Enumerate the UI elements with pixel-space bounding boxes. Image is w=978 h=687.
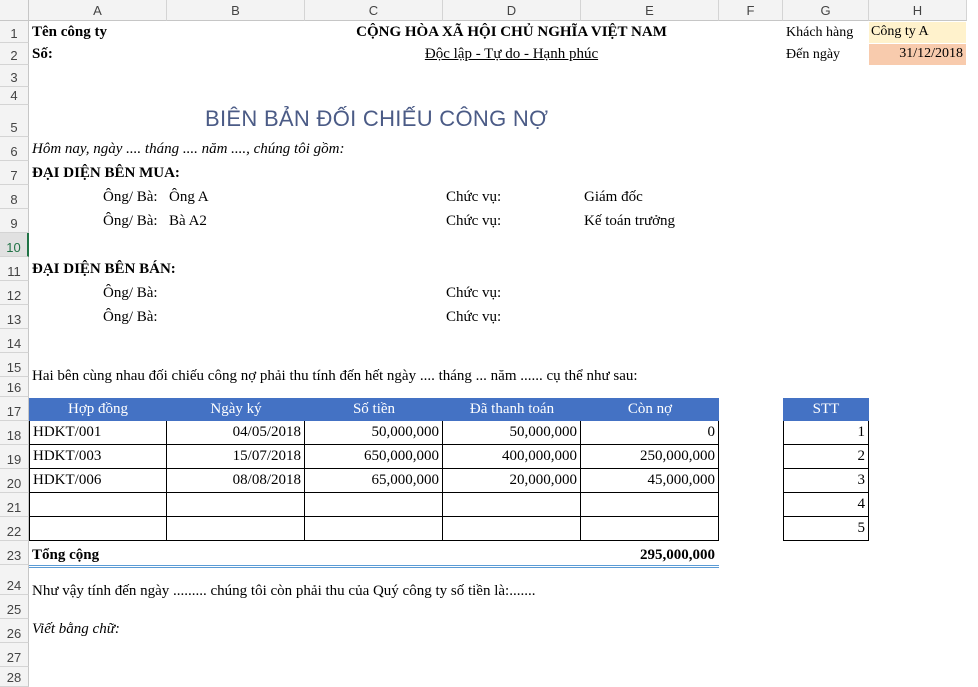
- row-header-3[interactable]: 3: [0, 65, 29, 87]
- table-cell[interactable]: 50,000,000: [305, 421, 443, 445]
- buyer-pos2[interactable]: Kế toán trưởng: [584, 213, 676, 229]
- customer-value[interactable]: Công ty A: [869, 22, 966, 43]
- total-value[interactable]: 295,000,000: [640, 547, 715, 563]
- company-name[interactable]: Tên công ty: [32, 24, 107, 40]
- row-header-23[interactable]: 23: [0, 541, 29, 565]
- date-value[interactable]: 31/12/2018: [869, 44, 966, 65]
- row-header-21[interactable]: 21: [0, 493, 29, 517]
- row-header-28[interactable]: 28: [0, 667, 29, 687]
- stt-cell[interactable]: 3: [783, 469, 869, 493]
- buyer-rep2-name[interactable]: Bà A2: [169, 213, 207, 229]
- seller-rep2-label[interactable]: Ông/ Bà:: [103, 309, 158, 325]
- table-cell[interactable]: 650,000,000: [305, 445, 443, 469]
- column-header-a[interactable]: A: [29, 0, 167, 21]
- row-header-4[interactable]: 4: [0, 87, 29, 105]
- table-cell[interactable]: 400,000,000: [443, 445, 581, 469]
- table-header-cell[interactable]: Hợp đồng: [29, 398, 167, 421]
- stt-cell[interactable]: 4: [783, 493, 869, 517]
- table-cell[interactable]: HDKT/001: [29, 421, 167, 445]
- table-cell[interactable]: [167, 493, 305, 517]
- row-header-9[interactable]: 9: [0, 209, 29, 233]
- statement-text[interactable]: Hai bên cùng nhau đối chiếu công nợ phải thu tính đến hết ngày .... tháng ... năm ...... cụ thể như sau:: [32, 368, 638, 384]
- table-cell[interactable]: 15/07/2018: [167, 445, 305, 469]
- customer-label[interactable]: Khách hàng: [786, 25, 854, 40]
- row-header-1[interactable]: 1: [0, 21, 29, 43]
- table-cell[interactable]: 04/05/2018: [167, 421, 305, 445]
- document-number[interactable]: Số:: [32, 46, 53, 62]
- table-cell[interactable]: 45,000,000: [581, 469, 719, 493]
- table-cell[interactable]: HDKT/003: [29, 445, 167, 469]
- row-header-25[interactable]: 25: [0, 595, 29, 619]
- motto[interactable]: Độc lập - Tự do - Hạnh phúc: [424, 46, 599, 62]
- table-cell[interactable]: [305, 517, 443, 541]
- table-cell[interactable]: HDKT/006: [29, 469, 167, 493]
- seller-heading[interactable]: ĐẠI DIỆN BÊN BÁN:: [32, 261, 176, 277]
- table-cell[interactable]: [443, 493, 581, 517]
- table-cell[interactable]: 65,000,000: [305, 469, 443, 493]
- intro-text[interactable]: Hôm nay, ngày .... tháng .... năm ...., chúng tôi gồm:: [32, 141, 345, 157]
- table-cell[interactable]: [29, 493, 167, 517]
- column-header-c[interactable]: C: [305, 0, 443, 21]
- table-cell[interactable]: [167, 517, 305, 541]
- buyer-rep1-label[interactable]: Ông/ Bà:: [103, 189, 158, 205]
- column-header-f[interactable]: F: [719, 0, 783, 21]
- row-header-12[interactable]: 12: [0, 281, 29, 305]
- row-header-19[interactable]: 19: [0, 445, 29, 469]
- table-cell[interactable]: [305, 493, 443, 517]
- row-header-13[interactable]: 13: [0, 305, 29, 329]
- row-header-27[interactable]: 27: [0, 643, 29, 667]
- column-header-d[interactable]: D: [443, 0, 581, 21]
- table-cell[interactable]: [581, 493, 719, 517]
- row-header-6[interactable]: 6: [0, 137, 29, 161]
- table-cell[interactable]: [443, 517, 581, 541]
- table-cell[interactable]: 08/08/2018: [167, 469, 305, 493]
- row-header-18[interactable]: 18: [0, 421, 29, 445]
- table-cell[interactable]: [581, 517, 719, 541]
- stt-cell[interactable]: 1: [783, 421, 869, 445]
- row-header-7[interactable]: 7: [0, 161, 29, 185]
- column-header-e[interactable]: E: [581, 0, 719, 21]
- total-label[interactable]: Tổng cộng: [32, 547, 100, 563]
- table-cell[interactable]: 0: [581, 421, 719, 445]
- table-header-cell[interactable]: Đã thanh toán: [443, 398, 581, 421]
- row-header-17[interactable]: 17: [0, 397, 29, 421]
- row-header-2[interactable]: 2: [0, 43, 29, 65]
- table-cell[interactable]: 250,000,000: [581, 445, 719, 469]
- in-words-label[interactable]: Viết bằng chữ:: [32, 621, 120, 637]
- buyer-pos2-label[interactable]: Chức vụ:: [446, 213, 502, 229]
- table-header-cell[interactable]: Còn nợ: [581, 398, 719, 421]
- column-header-g[interactable]: G: [783, 0, 869, 21]
- column-header-b[interactable]: B: [167, 0, 305, 21]
- row-header-14[interactable]: 14: [0, 329, 29, 353]
- conclusion-text[interactable]: Như vậy tính đến ngày ......... chúng tôi còn phải thu của Quý công ty số tiền là:.......: [32, 583, 536, 599]
- row-header-10[interactable]: 10: [0, 233, 29, 257]
- buyer-pos1-label[interactable]: Chức vụ:: [446, 189, 502, 205]
- stt-cell[interactable]: 2: [783, 445, 869, 469]
- date-label[interactable]: Đến ngày: [786, 47, 841, 62]
- buyer-heading[interactable]: ĐẠI DIỆN BÊN MUA:: [32, 165, 180, 181]
- buyer-pos1[interactable]: Giám đốc: [584, 189, 643, 205]
- table-header-cell[interactable]: Ngày ký: [167, 398, 305, 421]
- row-header-20[interactable]: 20: [0, 469, 29, 493]
- seller-pos1-label[interactable]: Chức vụ:: [446, 285, 502, 301]
- document-title[interactable]: BIÊN BẢN ĐỐI CHIẾU CÔNG NỢ: [205, 106, 549, 131]
- nation-heading[interactable]: CỘNG HÒA XÃ HỘI CHỦ NGHĨA VIỆT NAM: [356, 24, 667, 40]
- buyer-rep2-label[interactable]: Ông/ Bà:: [103, 213, 158, 229]
- row-header-8[interactable]: 8: [0, 185, 29, 209]
- row-header-15[interactable]: 15: [0, 353, 29, 377]
- select-all-corner[interactable]: [0, 0, 29, 21]
- seller-rep1-label[interactable]: Ông/ Bà:: [103, 285, 158, 301]
- total-double-underline: [29, 565, 719, 568]
- table-cell[interactable]: 20,000,000: [443, 469, 581, 493]
- seller-pos2-label[interactable]: Chức vụ:: [446, 309, 502, 325]
- row-header-24[interactable]: 24: [0, 565, 29, 595]
- stt-cell[interactable]: 5: [783, 517, 869, 541]
- table-cell[interactable]: 50,000,000: [443, 421, 581, 445]
- stt-header[interactable]: STT: [783, 398, 869, 421]
- row-header-22[interactable]: 22: [0, 517, 29, 541]
- table-cell[interactable]: [29, 517, 167, 541]
- buyer-rep1-name[interactable]: Ông A: [169, 189, 209, 205]
- row-header-26[interactable]: 26: [0, 619, 29, 643]
- row-header-11[interactable]: 11: [0, 257, 29, 281]
- table-header-cell[interactable]: Số tiền: [305, 398, 443, 421]
- row-header-16[interactable]: 16: [0, 377, 29, 397]
- row-header-5[interactable]: 5: [0, 105, 29, 137]
- column-header-h[interactable]: H: [869, 0, 967, 21]
